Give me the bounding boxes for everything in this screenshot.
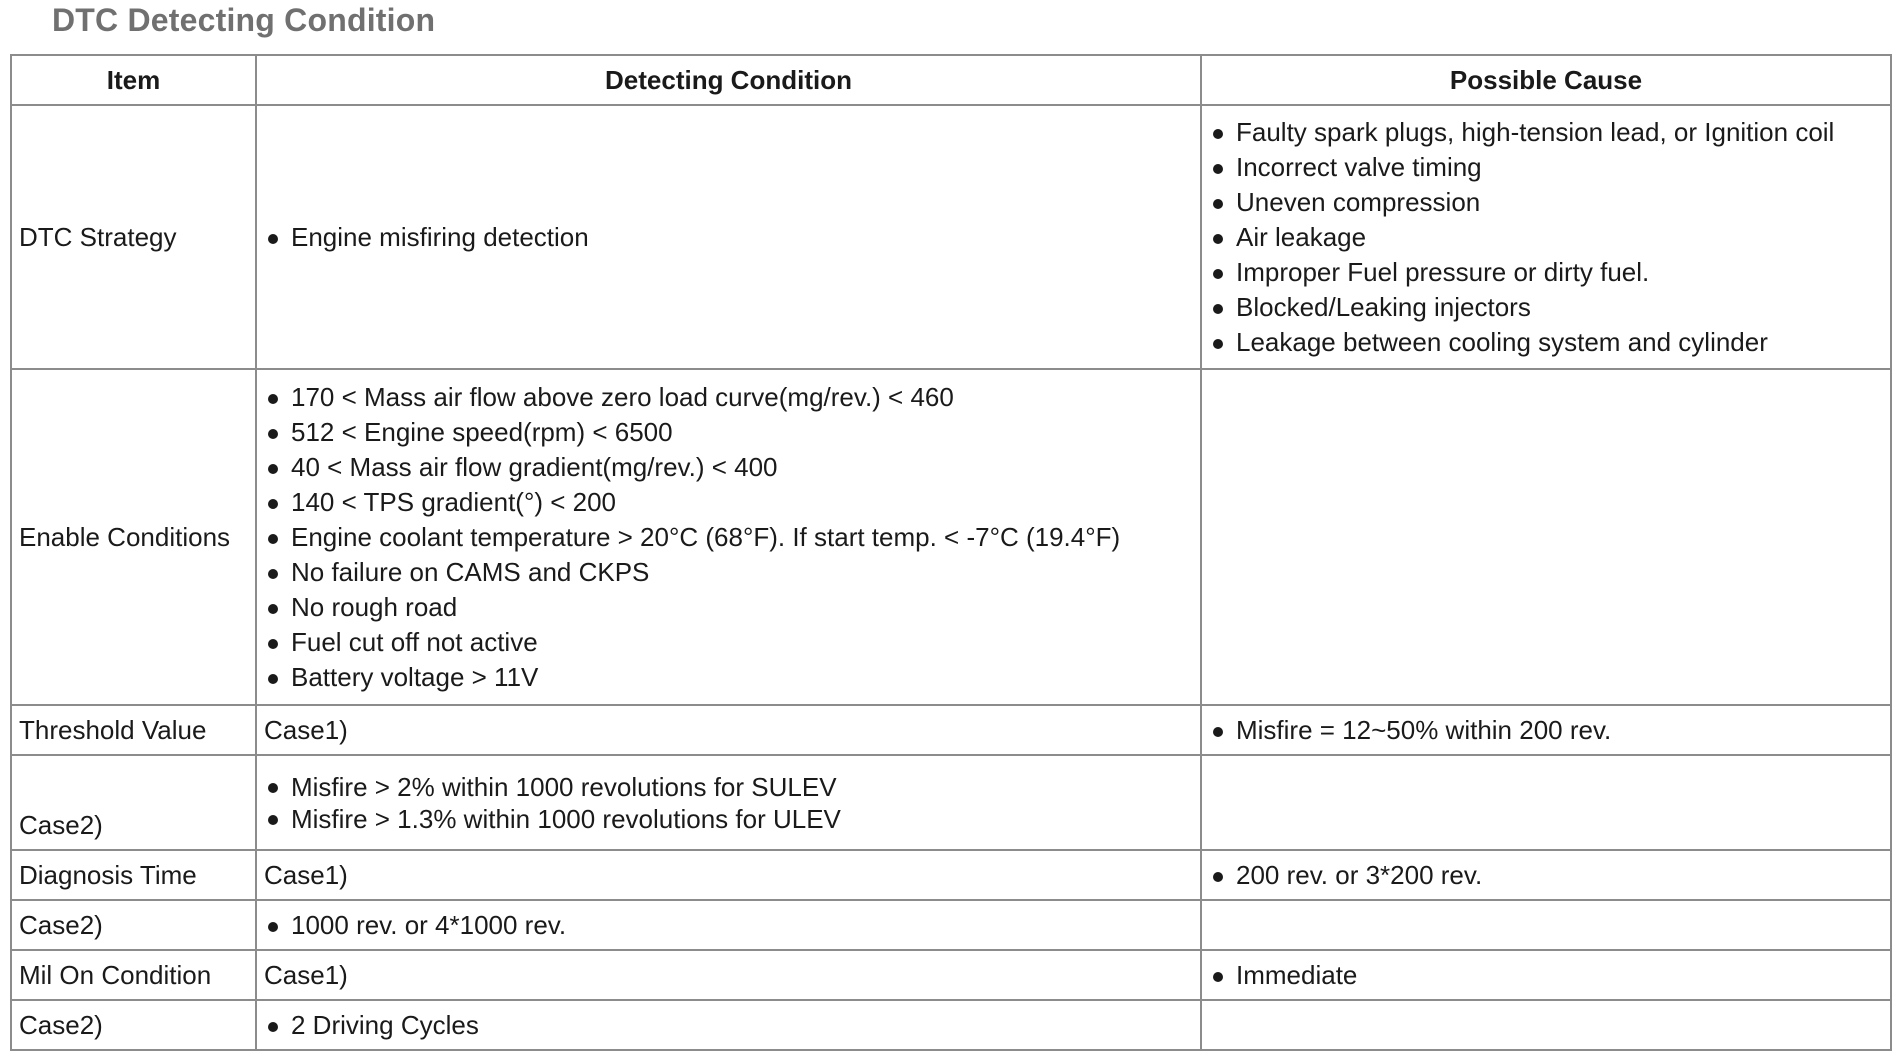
bullet-icon [268,234,278,244]
bullet-icon [268,639,278,649]
header-possible-cause: Possible Cause [1201,55,1891,105]
table-row [11,105,1891,369]
list-item: Battery voltage > 11V [264,660,1200,695]
table-header-row [11,55,1891,105]
list-item: 140 < TPS gradient(°) < 200 [264,485,1200,520]
list-item: 512 < Engine speed(rpm) < 6500 [264,415,1200,450]
table-row [11,755,1891,850]
bullet-icon [268,429,278,439]
list-item: Improper Fuel pressure or dirty fuel. [1209,255,1890,290]
list-item: Uneven compression [1209,185,1890,220]
enable-conditions-cell [256,369,1201,705]
list-item: Faulty spark plugs, high-tension lead, or Ignition coil [1209,115,1890,150]
mil-condition-cell: Case1) [256,950,1201,1000]
list-item: Misfire = 12~50% within 200 rev. [1209,713,1890,748]
row-label-threshold-case2: Case2) [11,755,256,850]
bullet-icon [1213,234,1223,244]
diagnosis-case2-condition-cell [256,900,1201,950]
bullet-icon [268,783,278,793]
threshold-case2-condition-cell [256,755,1201,850]
list-item: Blocked/Leaking injectors [1209,290,1890,325]
bullet-icon [268,604,278,614]
row-label-threshold-value: Threshold Value [11,705,256,755]
threshold-case2-cause-cell [1201,755,1891,850]
bullet-icon [1213,727,1223,737]
row-label-dtc-strategy: DTC Strategy [11,105,256,369]
row-label-mil-case2: Case2) [11,1000,256,1050]
enable-conditions-cause-cell [1201,369,1891,705]
list-item: No rough road [264,590,1200,625]
header-detecting-condition: Detecting Condition [256,55,1201,105]
mil-case2-cause-cell [1201,1000,1891,1050]
list-item: Fuel cut off not active [264,625,1200,660]
bullet-icon [268,1022,278,1032]
table-row [11,705,1891,755]
dtc-strategy-condition-cell [256,105,1201,369]
dtc-strategy-cause-cell [1201,105,1891,369]
header-item: Item [11,55,256,105]
list-item: 40 < Mass air flow gradient(mg/rev.) < 400 [264,450,1200,485]
row-label-diagnosis-time: Diagnosis Time [11,850,256,900]
page-title: DTC Detecting Condition [52,2,436,38]
bullet-icon [1213,339,1223,349]
list-item: 2 Driving Cycles [264,1008,1200,1043]
bullet-icon [268,569,278,579]
bullet-icon [1213,164,1223,174]
table-row [11,1000,1891,1050]
table-row [11,900,1891,950]
bullet-icon [1213,304,1223,314]
list-item: Misfire > 2% within 1000 revolutions for SULEV [264,771,1200,803]
table-row [11,850,1891,900]
bullet-icon [268,815,278,825]
bullet-icon [1213,872,1223,882]
bullet-icon [1213,129,1223,139]
list-item: 200 rev. or 3*200 rev. [1209,858,1890,893]
threshold-condition-cell: Case1) [256,705,1201,755]
list-item: 1000 rev. or 4*1000 rev. [264,908,1200,943]
list-item: Leakage between cooling system and cylinder [1209,325,1890,360]
list-item: Engine misfiring detection [264,220,1200,255]
mil-case2-condition-cell [256,1000,1201,1050]
threshold-cause-cell [1201,705,1891,755]
bullet-icon [1213,269,1223,279]
bullet-icon [1213,199,1223,209]
dtc-table [10,54,1892,1051]
list-item: Air leakage [1209,220,1890,255]
mil-cause-cell [1201,950,1891,1000]
bullet-icon [268,394,278,404]
row-label-diagnosis-case2: Case2) [11,900,256,950]
bullet-icon [268,534,278,544]
list-item: 170 < Mass air flow above zero load curve(mg/rev.) < 460 [264,380,1200,415]
row-label-mil-on-condition: Mil On Condition [11,950,256,1000]
bullet-icon [268,499,278,509]
bullet-icon [268,464,278,474]
list-item: Engine coolant temperature > 20°C (68°F). If start temp. < -7°C (19.4°F) [264,520,1200,555]
list-item: Incorrect valve timing [1209,150,1890,185]
row-label-enable-conditions: Enable Conditions [11,369,256,705]
table-row [11,369,1891,705]
bullet-icon [1213,972,1223,982]
list-item: Misfire > 1.3% within 1000 revolutions for ULEV [264,803,1200,835]
list-item: Immediate [1209,958,1890,993]
table-row [11,950,1891,1000]
diagnosis-cause-cell [1201,850,1891,900]
bullet-icon [268,922,278,932]
list-item: No failure on CAMS and CKPS [264,555,1200,590]
diagnosis-case2-cause-cell [1201,900,1891,950]
diagnosis-condition-cell: Case1) [256,850,1201,900]
bullet-icon [268,674,278,684]
